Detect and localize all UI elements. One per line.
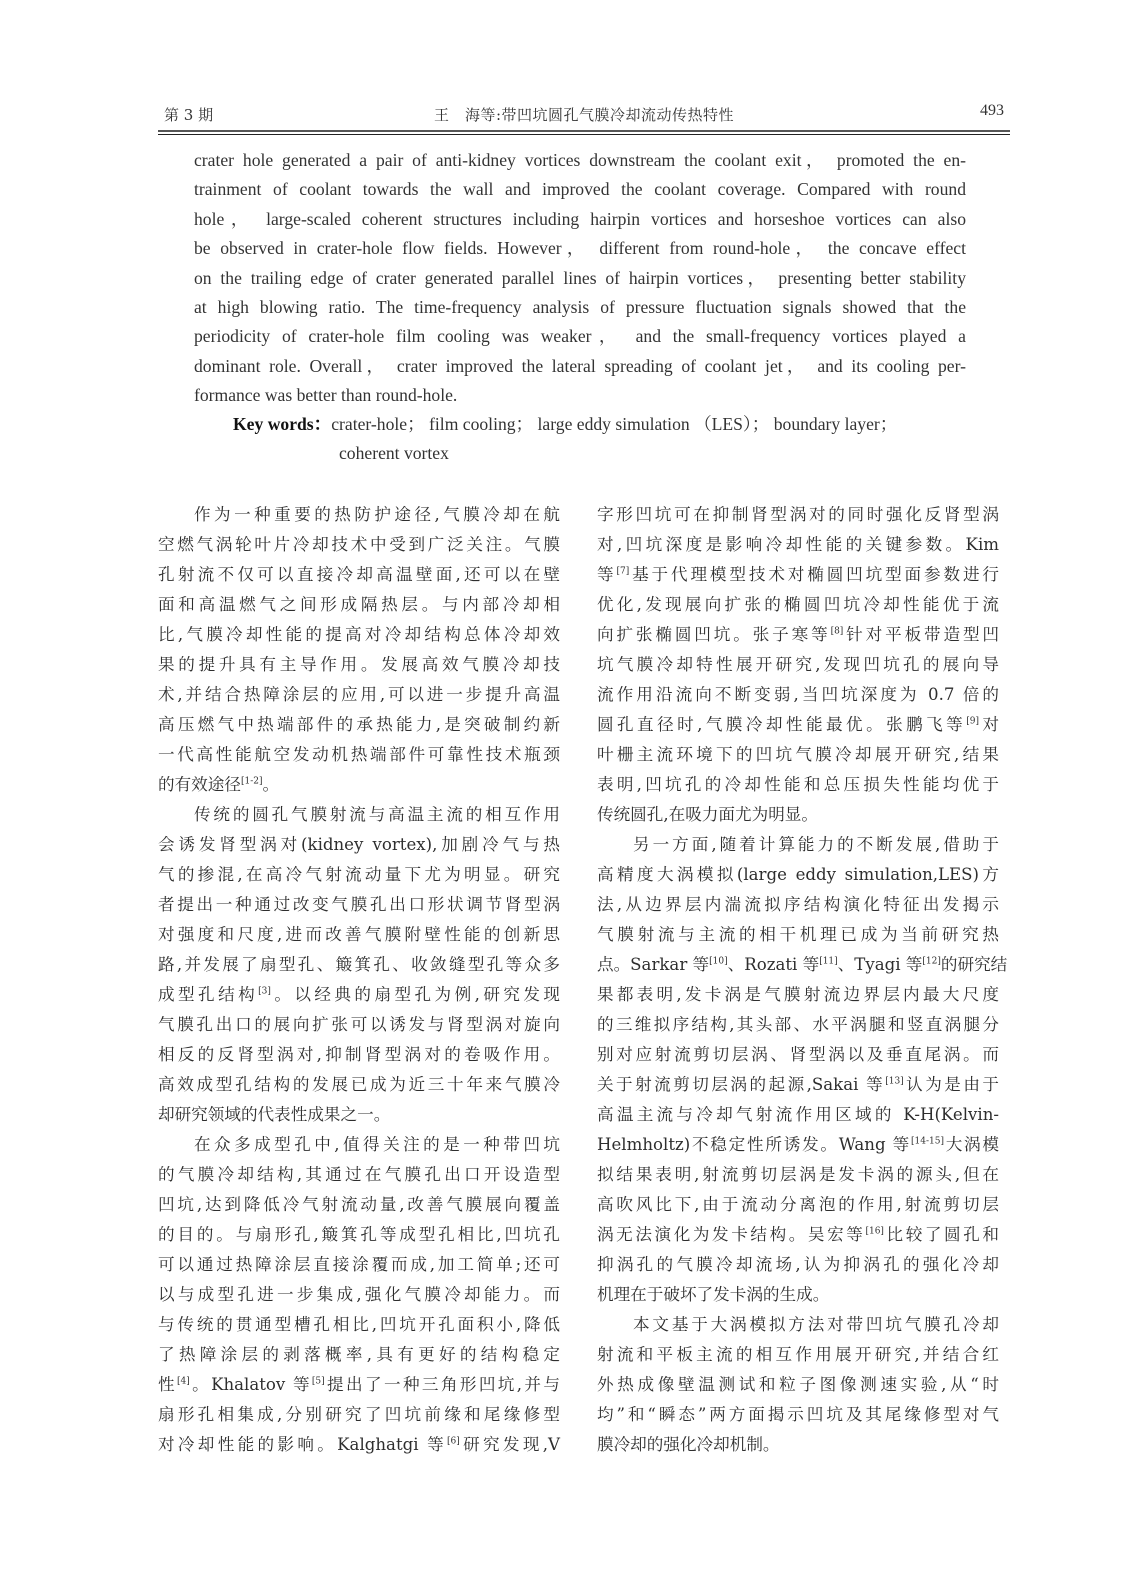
line-text: 作为一种重要的热防护途径,气膜冷却在航 xyxy=(194,505,560,524)
line-text: 点。Sarkar 等 xyxy=(597,955,710,974)
line-text: 提出了一种三角形凹坑,并与 xyxy=(324,1375,560,1394)
line-text: 高压燃气中热端部件的承热能力,是突破制约新 xyxy=(158,715,560,734)
header-rule-thick xyxy=(158,130,1010,132)
line-text: 的目的。与扇形孔,簸箕孔等成型孔相比,凹坑孔 xyxy=(158,1225,560,1244)
line-text: 的三维拟序结构,其头部、水平涡腿和竖直涡腿分 xyxy=(597,1015,999,1034)
line-text: 比较了圆孔和 xyxy=(883,1225,1000,1244)
body-line xyxy=(158,860,560,890)
line-text: 坑气膜冷却特性展开研究,发现凹坑孔的展向导 xyxy=(597,655,999,674)
body-line xyxy=(158,560,560,590)
body-line xyxy=(158,950,560,980)
page-number: 493 xyxy=(980,102,1004,119)
body-line xyxy=(158,800,560,830)
body-line xyxy=(597,1040,999,1070)
body-line xyxy=(158,1100,560,1130)
line-text: 的有效途径 xyxy=(158,775,241,794)
line-text: 、Rozati 等 xyxy=(727,955,820,974)
line-text: 与传统的贯通型槽孔相比,凹坑开孔面积小,降低 xyxy=(158,1315,560,1334)
line-text: 叶栅主流环境下的凹坑气膜冷却展开研究,结果 xyxy=(597,745,999,764)
body-line xyxy=(158,1070,560,1100)
body-line xyxy=(597,740,999,770)
keywords-line-2: coherent vortex xyxy=(339,443,449,464)
body-line xyxy=(597,1370,999,1400)
citation-reference[interactable]: [7] xyxy=(616,566,630,577)
body-line xyxy=(597,1430,999,1460)
citation-reference[interactable]: [13] xyxy=(885,1076,904,1087)
line-text: 果都表明,发卡涡是气膜射流边界层内最大尺度 xyxy=(597,985,999,1004)
citation-reference[interactable]: [16] xyxy=(865,1226,884,1237)
line-text: 空燃气涡轮叶片冷却技术中受到广泛关注。气膜 xyxy=(158,535,560,554)
body-line xyxy=(158,770,560,800)
body-line xyxy=(158,1310,560,1340)
issue-number: 第 3 期 xyxy=(164,106,214,124)
line-text: 认为是由于 xyxy=(903,1075,999,1094)
line-text: 一代高性能航空发动机热端部件可靠性技术瓶颈 xyxy=(158,745,560,764)
line-text: 对 xyxy=(978,715,999,734)
line-text: 涡无法演化为发卡结构。吴宏等 xyxy=(597,1225,866,1244)
abstract-line: at high blowing ratio. The time-frequency analysis of pressure fluctuation signals showed that the xyxy=(194,297,966,318)
line-text: 大涡模 xyxy=(943,1135,1000,1154)
citation-reference[interactable]: [9] xyxy=(966,716,979,727)
line-text: 术,并结合热障涂层的应用,可以进一步提升高温 xyxy=(158,685,560,704)
body-line xyxy=(158,1190,560,1220)
line-text: 对强度和尺度,进而改善气膜附壁性能的创新思 xyxy=(158,925,560,944)
line-text: 针对平板带造型凹 xyxy=(843,625,1000,644)
line-text: 法,从边界层内湍流拟序结构演化特征出发揭示 xyxy=(597,895,999,914)
line-text: 相反的反肾型涡对,抑制肾型涡对的卷吸作用。 xyxy=(158,1045,560,1064)
body-line xyxy=(158,890,560,920)
line-text: 扇形孔相集成,分别研究了凹坑前缘和尾缘修型 xyxy=(158,1405,560,1424)
line-text: 膜冷却的强化冷却机制。 xyxy=(597,1435,780,1454)
line-text: 在众多成型孔中,值得关注的是一种带凹坑 xyxy=(194,1135,560,1154)
line-text: 向扩张椭圆凹坑。张子寒等 xyxy=(597,625,831,644)
abstract-line: formance was better than round-hole. xyxy=(194,385,458,406)
line-text: 果的提升具有主导作用。发展高效气膜冷却技 xyxy=(158,655,560,674)
line-text: 孔射流不仅可以直接冷却高温壁面,还可以在壁 xyxy=(158,565,560,584)
body-line xyxy=(597,1220,999,1250)
line-text: 路,并发展了扇型孔、簸箕孔、收敛缝型孔等众多 xyxy=(158,955,560,974)
line-text: Helmholtz)不稳定性所诱发。Wang 等 xyxy=(597,1135,911,1154)
header-rule-thin xyxy=(158,134,1010,135)
line-text: 气膜孔出口的展向扩张可以诱发与肾型涡对旋向 xyxy=(158,1015,560,1034)
line-text: 别对应射流剪切层涡、肾型涡以及垂直尾涡。而 xyxy=(597,1045,999,1064)
abstract-line: trainment of coolant towards the wall and improved the coolant coverage. Compared with round xyxy=(194,179,966,200)
body-line xyxy=(597,860,999,890)
body-line xyxy=(597,1400,999,1430)
citation-reference[interactable]: [6] xyxy=(447,1436,460,1447)
line-text: 者提出一种通过改变气膜孔出口形状调节肾型涡 xyxy=(158,895,560,914)
body-line xyxy=(597,1190,999,1220)
body-line xyxy=(158,500,560,530)
line-text: 气的掺混,在高冷气射流动量下尤为明显。研究 xyxy=(158,865,560,884)
abstract-line: on the trailing edge of crater generated parallel lines of hairpin vortices， presenting better stability xyxy=(194,267,966,288)
body-line xyxy=(597,1130,999,1160)
keywords-line-1: crater-hole； film cooling； large eddy simulation （LES）； boundary layer； xyxy=(331,414,898,434)
line-text: 性 xyxy=(158,1375,177,1394)
body-line xyxy=(597,620,999,650)
body-line xyxy=(597,710,999,740)
line-text: 等 xyxy=(597,565,617,584)
line-text: 机理在于破坏了发卡涡的生成。 xyxy=(597,1285,830,1304)
line-text: 却研究领域的代表性成果之一。 xyxy=(158,1105,391,1124)
body-line xyxy=(597,770,999,800)
line-text: 关于射流剪切层涡的起源,Sakai 等 xyxy=(597,1075,886,1094)
body-line xyxy=(597,980,999,1010)
body-line xyxy=(597,1010,999,1040)
english-abstract xyxy=(194,146,966,411)
body-line xyxy=(597,530,999,560)
body-line xyxy=(158,830,560,860)
citation-reference[interactable]: [3] xyxy=(258,986,271,997)
line-text: 了热障涂层的剥落概率,具有更好的结构稳定 xyxy=(158,1345,560,1364)
body-column-right xyxy=(597,500,1008,1460)
body-line xyxy=(597,650,999,680)
line-text: 高吹风比下,由于流动分离泡的作用,射流剪切层 xyxy=(597,1195,999,1214)
line-text: 优化,发现展向扩张的椭圆凹坑冷却性能优于流 xyxy=(597,595,999,614)
body-line xyxy=(158,1160,560,1190)
body-line xyxy=(158,740,560,770)
body-line xyxy=(597,500,999,530)
line-text: 。 xyxy=(262,775,280,794)
line-text: 传统圆孔,在吸力面尤为明显。 xyxy=(597,805,818,824)
body-line xyxy=(158,1040,560,1070)
body-line xyxy=(597,830,999,860)
line-text: 圆孔直径时,气膜冷却性能最优。张鹏飞等 xyxy=(597,715,967,734)
body-line xyxy=(158,920,560,950)
citation-reference[interactable]: [11] xyxy=(819,956,838,967)
body-line xyxy=(158,710,560,740)
line-text: 的研究结 xyxy=(940,955,1008,974)
body-line xyxy=(597,950,1008,980)
line-text: 以与成型孔进一步集成,强化气膜冷却能力。而 xyxy=(158,1285,560,1304)
citation-reference[interactable]: [8] xyxy=(830,626,844,637)
body-line xyxy=(597,1310,999,1340)
body-line xyxy=(158,1340,560,1370)
line-text: 。以经典的扇型孔为例,研究发现 xyxy=(270,985,560,1004)
citation-reference[interactable]: [1-2] xyxy=(240,776,263,787)
body-line xyxy=(597,1280,999,1310)
citation-reference[interactable]: [4] xyxy=(176,1376,190,1387)
body-line xyxy=(158,1430,560,1460)
line-text: 流作用沿流向不断变弱,当凹坑深度为 0.7 倍的 xyxy=(597,685,999,704)
line-text: 本文基于大涡模拟方法对带凹坑气膜孔冷却 xyxy=(633,1315,999,1334)
line-text: 另一方面,随着计算能力的不断发展,借助于 xyxy=(633,835,999,854)
body-line xyxy=(158,530,560,560)
body-line xyxy=(158,1220,560,1250)
line-text: 气膜射流与主流的相干机理已成为当前研究热 xyxy=(597,925,999,944)
body-line xyxy=(597,680,999,710)
body-line xyxy=(597,590,999,620)
line-text: 射流和平板主流的相互作用展开研究,并结合红 xyxy=(597,1345,999,1364)
body-line xyxy=(158,1250,560,1280)
line-text: 、Tyagi 等 xyxy=(837,955,923,974)
citation-reference[interactable]: [12] xyxy=(922,956,941,967)
line-text: 可以通过热障涂层直接涂覆而成,加工简单;还可 xyxy=(158,1255,560,1274)
line-text: 面和高温燃气之间形成隔热层。与内部冷却相 xyxy=(158,595,560,614)
line-text: 传统的圆孔气膜射流与高温主流的相互作用 xyxy=(194,805,560,824)
line-text: 均”和“瞬态”两方面揭示凹坑及其尾缘修型对气 xyxy=(597,1405,999,1424)
citation-reference[interactable]: [14-15] xyxy=(910,1136,944,1147)
body-line xyxy=(158,1280,560,1310)
body-line xyxy=(597,1250,999,1280)
line-text: 高温主流与冷却气射流作用区域的 K-H(Kelvin- xyxy=(597,1105,999,1124)
body-line xyxy=(158,1010,560,1040)
keywords-label: Key words： xyxy=(233,414,332,434)
body-line xyxy=(597,1340,999,1370)
body-line xyxy=(158,590,560,620)
body-line xyxy=(597,800,999,830)
body-line xyxy=(597,1160,999,1190)
abstract-line: dominant role. Overall， crater improved the lateral spreading of coolant jet， and its cooling per- xyxy=(194,355,966,376)
body-line xyxy=(158,1400,560,1430)
body-line xyxy=(158,980,560,1010)
abstract-line: be observed in crater-hole flow fields. However， different from round-hole， the concave effect xyxy=(194,238,966,259)
body-line xyxy=(158,1130,560,1160)
body-line xyxy=(158,680,560,710)
line-text: 抑涡孔的气膜冷却流场,认为抑涡孔的强化冷却 xyxy=(597,1255,999,1274)
line-text: 拟结果表明,射流剪切层涡是发卡涡的源头,但在 xyxy=(597,1165,999,1184)
body-line xyxy=(597,1070,999,1100)
running-title: 王 海等:带凹坑圆孔气膜冷却流动传热特性 xyxy=(433,106,735,124)
line-text: 基于代理模型技术对椭圆凹坑型面参数进行 xyxy=(629,565,1000,584)
body-line xyxy=(597,1100,999,1130)
abstract-line: periodicity of crater-hole film cooling was weaker， and the small-frequency vortices played a xyxy=(194,326,966,347)
body-line xyxy=(597,560,999,590)
line-text: 研究发现,V xyxy=(459,1435,560,1454)
citation-reference[interactable]: [5] xyxy=(311,1376,325,1387)
abstract-line: hole， large-scaled coherent structures including hairpin vortices and horseshoe vortices can also xyxy=(194,208,966,229)
body-column-left xyxy=(158,500,560,1460)
line-text: 对冷却性能的影响。Kalghatgi 等 xyxy=(158,1435,448,1454)
line-text: 成型孔结构 xyxy=(158,985,259,1004)
body-line xyxy=(158,1370,560,1400)
line-text: 凹坑,达到降低冷气射流动量,改善气膜展向覆盖 xyxy=(158,1195,560,1214)
line-text: 字形凹坑可在抑制肾型涡对的同时强化反肾型涡 xyxy=(597,505,999,524)
line-text: 的气膜冷却结构,其通过在气膜孔出口开设造型 xyxy=(158,1165,560,1184)
body-line xyxy=(597,920,999,950)
abstract-line: crater hole generated a pair of anti-kidney vortices downstream the coolant exit， promoted the en- xyxy=(194,150,966,170)
line-text: 对,凹坑深度是影响冷却性能的关键参数。Kim xyxy=(597,535,999,554)
line-text: 。Khalatov 等 xyxy=(189,1375,312,1394)
body-line xyxy=(158,620,560,650)
line-text: 高效成型孔结构的发展已成为近三十年来气膜冷 xyxy=(158,1075,560,1094)
line-text: 会诱发肾型涡对(kidney vortex),加剧冷气与热 xyxy=(158,835,560,854)
line-text: 比,气膜冷却性能的提高对冷却结构总体冷却效 xyxy=(158,625,560,644)
citation-reference[interactable]: [10] xyxy=(709,956,728,967)
line-text: 表明,凹坑孔的冷却性能和总压损失性能均优于 xyxy=(597,775,999,794)
keywords xyxy=(233,410,973,469)
line-text: 高精度大涡模拟(large eddy simulation,LES)方 xyxy=(597,865,999,884)
line-text: 外热成像壁温测试和粒子图像测速实验,从“时 xyxy=(597,1375,999,1394)
body-line xyxy=(158,650,560,680)
body-line xyxy=(597,890,999,920)
